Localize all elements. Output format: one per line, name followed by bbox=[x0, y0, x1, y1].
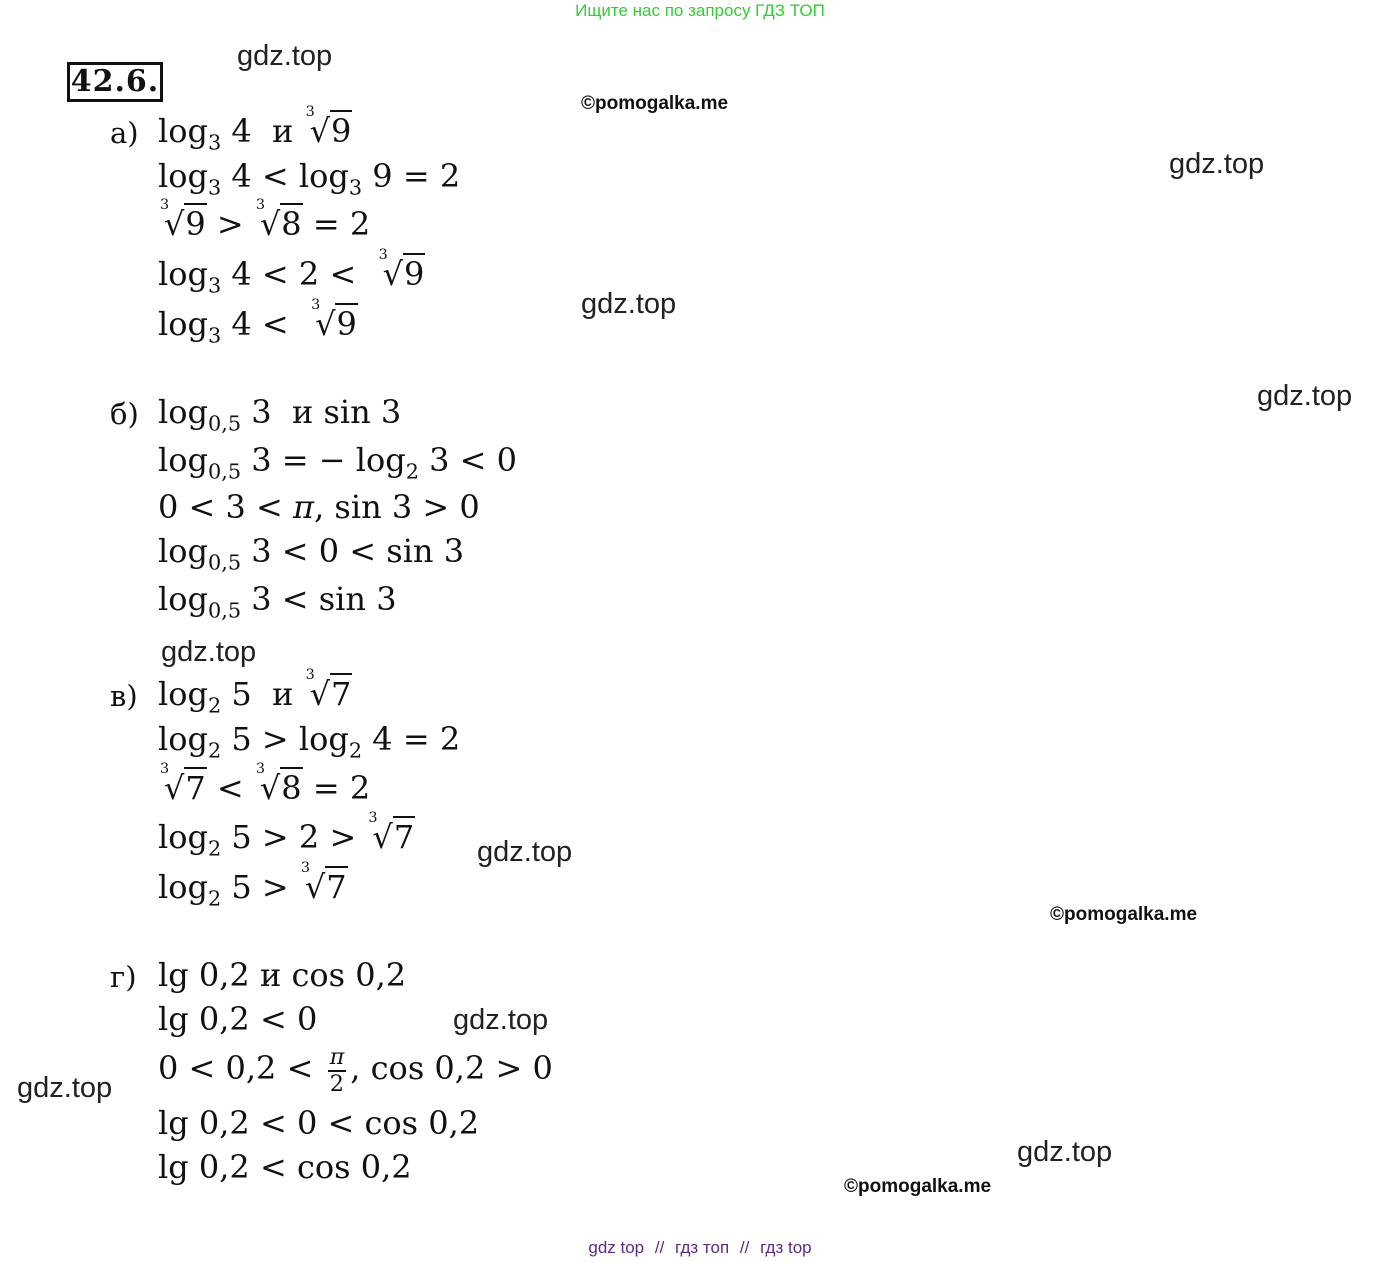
part-g-line-4: lg 0,2 < 0 < cos 0,2 bbox=[158, 1104, 480, 1142]
footer-separator: // bbox=[654, 1238, 665, 1257]
part-v-line-4: $\log_2 5 > 2$ > 3 √7 bbox=[158, 810, 415, 861]
part-a-label: а) bbox=[110, 116, 139, 150]
part-v-line-1: $\log_2 5$ и 3 √7 bbox=[158, 667, 352, 718]
part-b-label: б) bbox=[110, 397, 139, 431]
watermark-gdz: gdz.top bbox=[17, 1072, 113, 1104]
watermark-gdz: gdz.top bbox=[1169, 148, 1265, 180]
watermark-gdz: gdz.top bbox=[161, 636, 257, 668]
watermark-copyright: ©pomogalka.me bbox=[581, 93, 729, 114]
top-banner: Ищите нас по запросу ГДЗ ТОП bbox=[575, 1, 825, 20]
footer-link-gdz-top-ru[interactable]: гдз топ bbox=[675, 1238, 730, 1257]
watermark-gdz: gdz.top bbox=[1257, 380, 1353, 412]
part-v-label: в) bbox=[110, 679, 138, 713]
part-a-line-4: $\log_3 4 < 2$ < 3 √9 bbox=[158, 247, 425, 298]
part-g-label: г) bbox=[110, 960, 137, 994]
part-v-line-2: $\log_2 5 > \log_2 4 = 2$ bbox=[158, 720, 461, 763]
footer-link-gdz-top-mixed[interactable]: гдз top bbox=[760, 1238, 812, 1257]
part-b-line-4: $\log_{0,5} 3 < 0 < \sin 3$ bbox=[158, 532, 465, 575]
footer-link-gdz-top[interactable]: gdz top bbox=[588, 1238, 645, 1257]
part-g-line-1: lg 0,2 и cos 0,2 bbox=[158, 956, 407, 994]
part-g-line-2: lg 0,2 < 0 bbox=[158, 1000, 318, 1038]
part-a-line-3: 3 √9 > 3 √8 = 2 bbox=[160, 197, 371, 243]
watermark-copyright: ©pomogalka.me bbox=[844, 1176, 992, 1197]
part-b-line-5: $\log_{0,5} 3 < \sin 3$ bbox=[158, 580, 397, 623]
problem-number: 42.6. bbox=[67, 62, 163, 102]
part-v-line-5: $\log_2 5$ > 3 √7 bbox=[158, 860, 347, 911]
watermark-gdz: gdz.top bbox=[1017, 1136, 1113, 1168]
part-g-line-5: lg 0,2 < cos 0,2 bbox=[158, 1148, 412, 1186]
part-b-line-3: 0 < 3 < π, sin 3 > 0 bbox=[158, 488, 480, 526]
part-b-line-2: $\log_{0,5} 3$ = − $\log_2 3 < 0$ bbox=[158, 441, 517, 484]
watermark-copyright: ©pomogalka.me bbox=[1050, 904, 1198, 925]
footer-links bbox=[0, 1238, 1400, 1258]
footer-separator: // bbox=[739, 1238, 750, 1257]
pi-over-2-fraction: $\frac{\pi}{2}$ bbox=[329, 1044, 345, 1097]
part-v-line-3: 3 √7 < 3 √8 = 2 bbox=[160, 761, 371, 807]
part-b-line-1: $\log_{0,5} 3$ и sin 3 bbox=[158, 393, 402, 436]
watermark-gdz: gdz.top bbox=[237, 40, 333, 72]
watermark-gdz: gdz.top bbox=[581, 288, 677, 320]
watermark-gdz: gdz.top bbox=[453, 1004, 549, 1036]
part-g-line-3: 0 < 0,2 < $\frac{\pi}{2}$ , cos 0,2 > 0 bbox=[158, 1044, 553, 1097]
part-a-line-2: $\log_3 4 < \log_3 9 = 2$ bbox=[158, 157, 461, 200]
part-a-line-1: $\log_3 4$ и 3 √9 bbox=[158, 104, 352, 155]
part-a-line-5: $\log_3 4$ < 3 √9 bbox=[158, 297, 357, 348]
watermark-gdz: gdz.top bbox=[477, 836, 573, 868]
